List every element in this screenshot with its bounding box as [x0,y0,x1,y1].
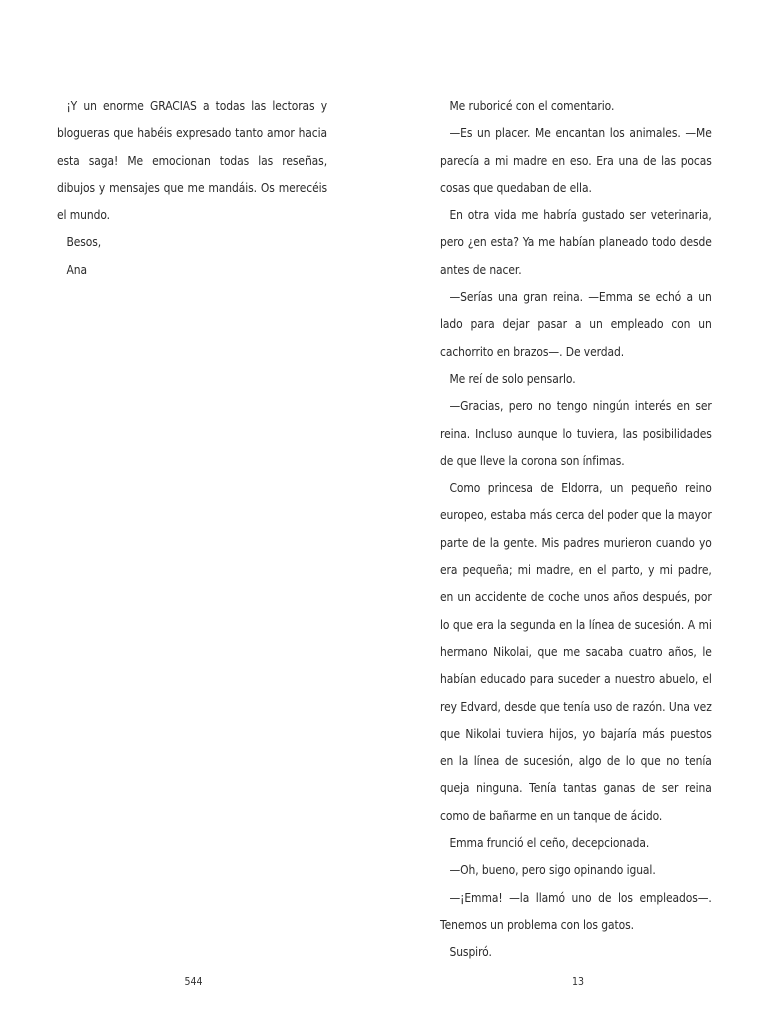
right-paragraph-3: En otra vida me habría gustado ser veterinaria, pero ¿en esta? Ya me habían planeado todo desde antes de nacer. [440,207,712,277]
left-paragraph-3: Ana [66,261,87,277]
right-paragraph-7: Como princesa de Eldorra, un pequeño reino europeo, estaba más cerca del poder que la mayor parte de la gente. Mis padres murieron cuando yo era pequeña; mi madre, en el parto, y mi padre, en un accidente de coche unos años después, por lo que era la segunda en la línea de sucesión. A mi hermano Nikolai, que me sacaba cuatro años, le habían educado para suceder a nuestro abuelo, el rey Edvard, desde que tenía uso de razón. Una vez que Nikolai tuviera hijos, yo bajaría más puestos en la línea de sucesión, algo de lo que no tenía queja ninguna. Tenía tantas ganas de ser reina como de bañarme en un tanque de ácido. [440,480,712,823]
right-page-number: 13 [571,975,585,988]
right-paragraph-1: Me ruboricé con el comentario. [449,98,615,113]
right-paragraph-4: —Serías una gran reina. —Emma se echó a un lado para dejar pasar a un empleado con un cachorrito en brazos—. De verdad. [440,289,712,359]
left-page-text [57,92,327,283]
right-paragraph-11: Suspiró. [449,944,492,960]
right-paragraph-5: Me reí de solo pensarlo. [449,370,576,386]
right-paragraph-6: —Gracias, pero no tengo ningún interés en ser reina. Incluso aunque lo tuviera, las posibilidades de que lleve la corona son ínfimas. [440,398,712,468]
right-paragraph-9: —Oh, bueno, pero sigo opinando igual. [449,862,656,878]
left-page-number: 544 [184,975,203,988]
right-page-text [440,92,712,966]
left-paragraph-2: Besos, [66,234,102,250]
right-paragraph-2: —Es un placer. Me encantan los animales. —Me parecía a mi madre en eso. Era una de las pocas cosas que quedaban de ella. [440,125,712,195]
right-paragraph-8: Emma frunció el ceño, decepcionada. [449,835,650,851]
right-paragraph-10: —¡Emma! —la llamó uno de los empleados—. Tenemos un problema con los gatos. [440,889,712,932]
left-paragraph-1: ¡Y un enorme GRACIAS a todas las lectoras y blogueras que habéis expresado tanto amor hacia esta saga! Me emocionan todas las reseñas, dibujos y mensajes que me mandáis. Os merecéis el mundo. [57,98,328,223]
